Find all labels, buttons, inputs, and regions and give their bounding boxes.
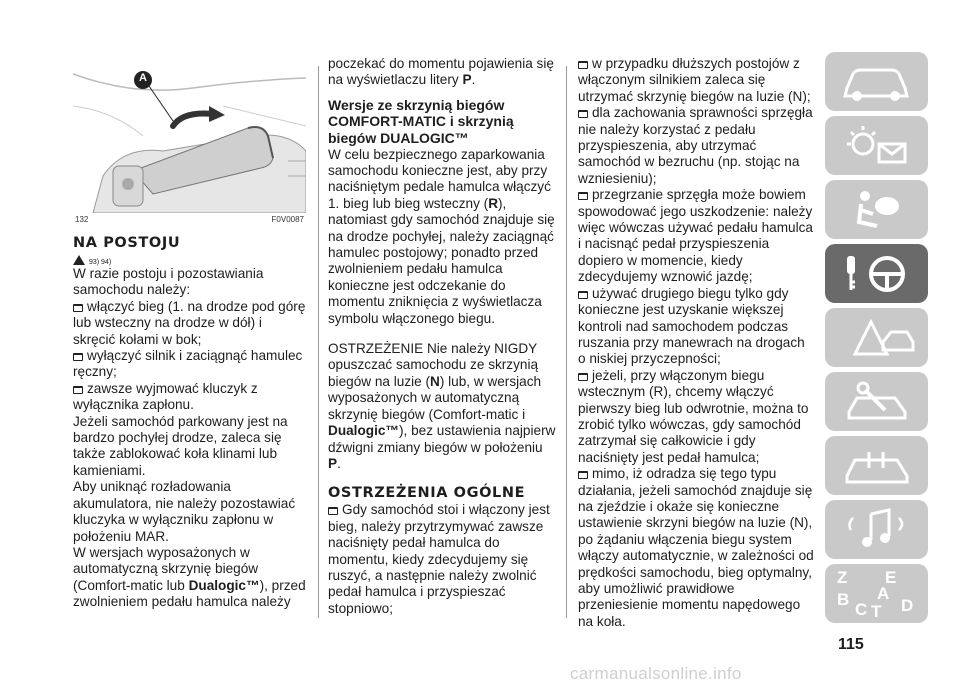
paragraph: W wersjach wyposażonych w automatyczną skrzynię biegów (Comfort-matic lub Dualogic™), przed zwolnieniem pedału hamulca należy (73, 544, 306, 610)
tab-lights-messages[interactable] (825, 116, 928, 175)
paragraph: OSTRZEŻENIE Nie należy NIGDY opuszczać samochodu ze skrzynią biegów na luzie (N) lub, w wersjach wyposażonych w automatyczną skrzynię biegów (Comfort-matic i Dualogic™), bez ustawienia najpierw dźwigni zmiany biegów w położeniu P. (328, 341, 556, 471)
figure-number: 132 (75, 215, 89, 224)
figure-caption (73, 214, 306, 226)
figure-code: F0V0087 (271, 215, 304, 224)
bullet-icon (328, 507, 338, 515)
bullet-icon (578, 61, 588, 69)
steering-wheel-key-icon (825, 244, 928, 303)
bullet-item: zawsze wyjmować kluczyk z wyłącznika zapłonu. (73, 380, 258, 413)
index-letter: E (885, 568, 897, 587)
paragraph: Aby uniknąć rozładowania akumulatora, nie należy pozostawiać kluczyka w wyłączniku zapłonu w położeniu MAR. (73, 479, 296, 544)
music-note-icon (825, 500, 928, 559)
bullet-item: dla zachowania sprawności sprzęgła nie należy korzystać z pedału przyspieszenia, aby utrzymać samochód w bezruchu (np. stojąc na wzniesieniu); (578, 105, 813, 186)
paragraph: W razie postoju i pozostawiania samochodu należy: (73, 266, 264, 298)
tab-maintenance[interactable] (825, 372, 928, 431)
bullet-icon (578, 373, 588, 381)
warning-light-icon (825, 116, 928, 175)
car-spec-icon (825, 436, 928, 495)
index-letter: A (877, 584, 890, 603)
section-heading-ostrzezenia-ogolne: OSTRZEŻENIA OGÓLNE (328, 485, 526, 502)
page-number: 115 (838, 636, 864, 653)
column-2 (328, 56, 558, 617)
section-heading-comfort-matic: Wersje ze skrzynią biegów COMFORT-MATIC i skrzynią biegów DUALOGIC™ (328, 96, 514, 146)
bullet-item: w przypadku dłuższych postojów z włączonym silnikiem zaleca się utrzymać skrzynię biegów na luzie (N); (578, 56, 811, 104)
warning-icon (73, 255, 85, 265)
tab-starting-driving[interactable] (825, 244, 928, 303)
paragraph: poczekać do momentu pojawienia się na wyświetlaczu litery P. (328, 56, 554, 88)
callout-a: A (139, 72, 147, 84)
bullet-item: włączyć bieg (1. na drodze pod górę lub wsteczny na drodze w dół) i skręcić kołami w bok; (73, 298, 306, 347)
tab-multimedia[interactable] (825, 500, 928, 559)
handbrake-figure (73, 66, 306, 213)
bullet-item: Gdy samochód stoi i włączony jest bieg, należy przytrzymywać zawsze naciśnięty pedał hamulca do momentu, kiedy zdecydujemy się ruszyć, a następnie należy zwolnić pedał hamulca i przyspieszać stopniowo; (328, 502, 550, 616)
section-heading-na-postoju: NA POSTOJU (73, 235, 181, 251)
handbrake-illustration (73, 66, 306, 213)
warning-refs-text: 93) 94) (89, 259, 112, 266)
bullet-icon (578, 192, 588, 200)
bullet-icon (73, 386, 83, 394)
bullet-icon (73, 304, 83, 312)
bullet-item: mimo, iż odradza się tego typu działania, jeżeli samochód znajduje się na zjeździe i okaże się konieczne ustawienie skrzyni biegów na luzie (N), po żądaniu włączenia biegu system włączy automatycznie, w zależności od prędkości samochodu, bieg optymalny, aby umożliwić prawidłowe przeniesienie momentu napędowego na koła. (578, 466, 814, 629)
bullet-item: jeżeli, przy włączonym biegu wstecznym (R), chcemy włączyć pierwszy bieg lub odwrotnie, można to zrobić tylko wówczas, gdy samochód zatrzymał się całkowicie i gdy naciśnięty jest pedał hamulca; (578, 367, 809, 465)
bullet-item: wyłączyć silnik i zaciągnąć hamulec ręczny; (73, 348, 303, 380)
index-letter: D (901, 596, 914, 615)
bullet-icon (578, 471, 588, 479)
index-letter: B (837, 590, 850, 609)
column-1 (73, 234, 306, 611)
tab-technical-data[interactable] (825, 436, 928, 495)
bullet-icon (578, 291, 588, 299)
bullet-item: używać drugiego biegu tylko gdy konieczne jest uzyskanie większej kontroli nad samochodem podczas ruszania przy manewrach na drogach o niskiej przyczepności; (578, 285, 805, 367)
column-separator (566, 66, 567, 618)
index-letter: T (871, 602, 882, 621)
bullet-icon (73, 353, 83, 361)
tab-emergency[interactable] (825, 308, 928, 367)
column-3 (578, 56, 814, 630)
index-letter: C (855, 600, 868, 619)
tab-car-overview[interactable] (825, 52, 928, 111)
warning-triangle-car-icon (825, 308, 928, 367)
watermark: carmanualsonline.info (570, 664, 742, 683)
column-separator (318, 66, 319, 618)
wrench-car-icon (825, 372, 928, 431)
paragraph: Jeżeli samochód parkowany jest na bardzo pochyłej drodze, zaleca się także zablokować koła klinami lub kamieniami. (73, 413, 288, 478)
warning-refs (73, 252, 306, 266)
bullet-icon (578, 110, 588, 118)
car-icon (825, 52, 928, 111)
paragraph: W celu bezpiecznego zaparkowania samochodu konieczne jest, aby przy naciśniętym pedale hamulca włączyć 1. bieg lub bieg wsteczny (R), natomiast gdy samochód znajduje się na drodze pochyłej, należy zaciągnąć hamulec postojowy; ponadto przed zwolnieniem pedału hamulca konieczne jest odczekanie do momentu zniknięcia z wyświetlacza symbolu włączonego biegu. (328, 146, 555, 326)
tab-safety[interactable] (825, 180, 928, 239)
airbag-icon (825, 180, 928, 239)
index-letter: Z (837, 568, 848, 587)
tab-index[interactable] (825, 564, 928, 623)
bullet-item: przegrzanie sprzęgła może bowiem spowodować jego uszkodzenie: należy więc wówczas używać pedału hamulca i nacisnąć pedał przyspieszenia dopiero w momencie, kiedy zdecydujemy wznowić jazdę; (578, 187, 813, 285)
